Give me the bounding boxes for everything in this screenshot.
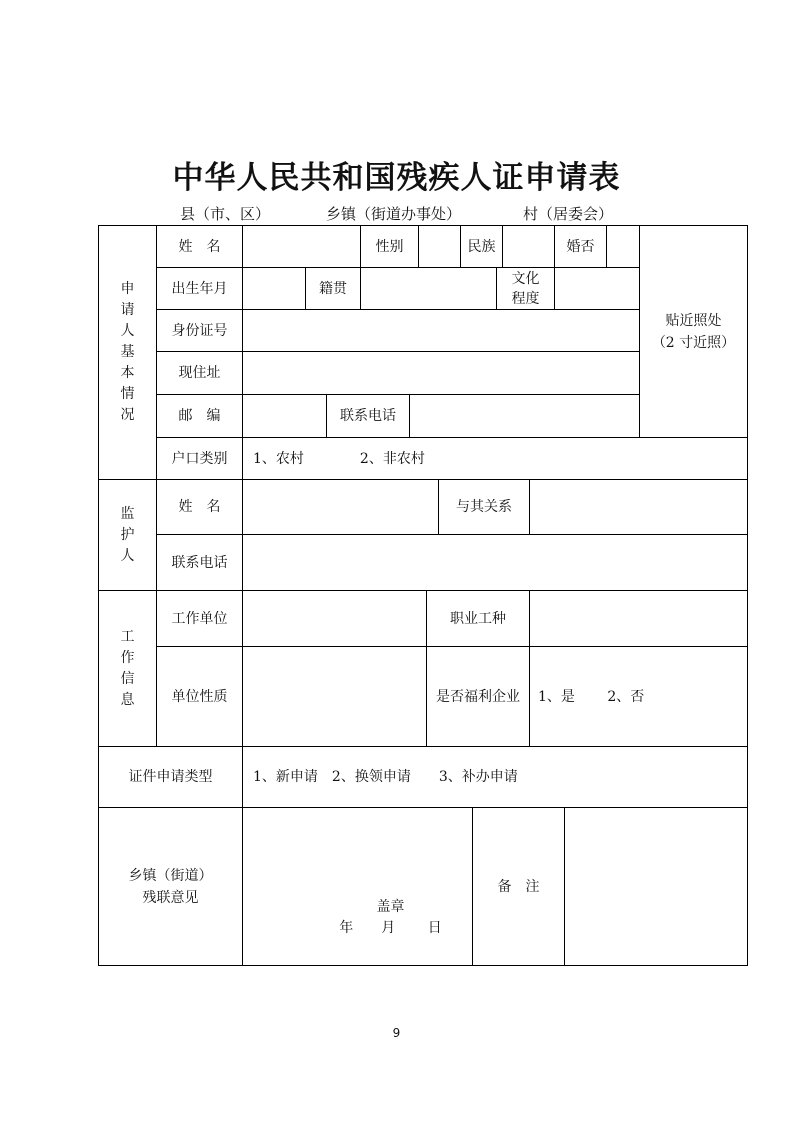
apply-type-options[interactable]: 1、新申请 2、换领申请 3、补办申请 [253, 769, 518, 785]
address-label: 现住址 [178, 365, 221, 381]
nature-label: 单位性质 [171, 688, 228, 705]
village-label: 村（居委会） [523, 205, 614, 223]
applicant-section-label: 申 请 人 基 本 情 况 [120, 281, 135, 423]
relation-label: 与其关系 [456, 499, 512, 515]
guardian-name-field[interactable] [243, 480, 438, 534]
gender-label: 性别 [375, 238, 404, 255]
phone-label: 联系电话 [340, 408, 396, 424]
marital-label: 婚否 [566, 238, 595, 255]
id-number-label: 身份证号 [171, 322, 228, 339]
id-number-field[interactable] [243, 310, 639, 351]
birth-field[interactable] [243, 268, 305, 309]
native-place-label: 籍贯 [319, 280, 347, 297]
opinion-field[interactable] [243, 808, 472, 965]
occupation-label: 职业工种 [450, 610, 506, 627]
opinion-label: 乡镇（街道） 残联意见 [128, 867, 213, 906]
phone-field[interactable] [410, 395, 639, 437]
education-label: 文化 程度 [511, 270, 540, 307]
native-place-field[interactable] [361, 268, 496, 309]
page-number: 9 [392, 1026, 401, 1040]
name-label: 姓 名 [178, 238, 221, 255]
county-label: 县（市、区） [180, 205, 271, 223]
birth-label: 出生年月 [171, 280, 228, 297]
hukou-label: 户口类别 [171, 450, 228, 467]
remarks-field[interactable] [565, 808, 747, 965]
relation-field[interactable] [530, 480, 747, 534]
postcode-label: 邮 编 [178, 408, 221, 424]
town-label: 乡镇（街道办事处） [326, 205, 462, 223]
work-section-label: 工 作 信 息 [120, 628, 135, 708]
ethnicity-label: 民族 [467, 238, 496, 255]
hukou-options[interactable]: 1、农村 2、非农村 [253, 450, 425, 467]
guardian-section-label: 监 护 人 [120, 505, 135, 564]
gender-field[interactable] [419, 226, 460, 267]
guardian-phone-field[interactable] [243, 535, 747, 590]
ethnicity-field[interactable] [503, 226, 554, 267]
address-field[interactable] [243, 352, 639, 394]
apply-type-label: 证件申请类型 [128, 769, 213, 785]
seal-label: 盖章 [376, 899, 405, 915]
education-field[interactable] [555, 268, 639, 309]
guardian-name-label: 姓 名 [178, 499, 221, 515]
nature-field[interactable] [243, 647, 426, 746]
occupation-field[interactable] [530, 591, 747, 646]
form-title: 中华人民共和国残疾人证申请表 [172, 160, 621, 196]
guardian-phone-label: 联系电话 [171, 554, 228, 571]
welfare-options[interactable]: 1、是 2、否 [538, 688, 645, 705]
date-label: 年 月 日 [339, 920, 442, 936]
remarks-label: 备 注 [497, 878, 540, 895]
postcode-field[interactable] [243, 395, 326, 437]
name-field[interactable] [243, 226, 360, 267]
photo-area: 贴近照处 （2 寸近照） [651, 312, 736, 351]
employer-field[interactable] [243, 591, 426, 646]
employer-label: 工作单位 [171, 610, 228, 627]
welfare-label: 是否福利企业 [436, 688, 520, 705]
marital-field[interactable] [607, 226, 639, 267]
